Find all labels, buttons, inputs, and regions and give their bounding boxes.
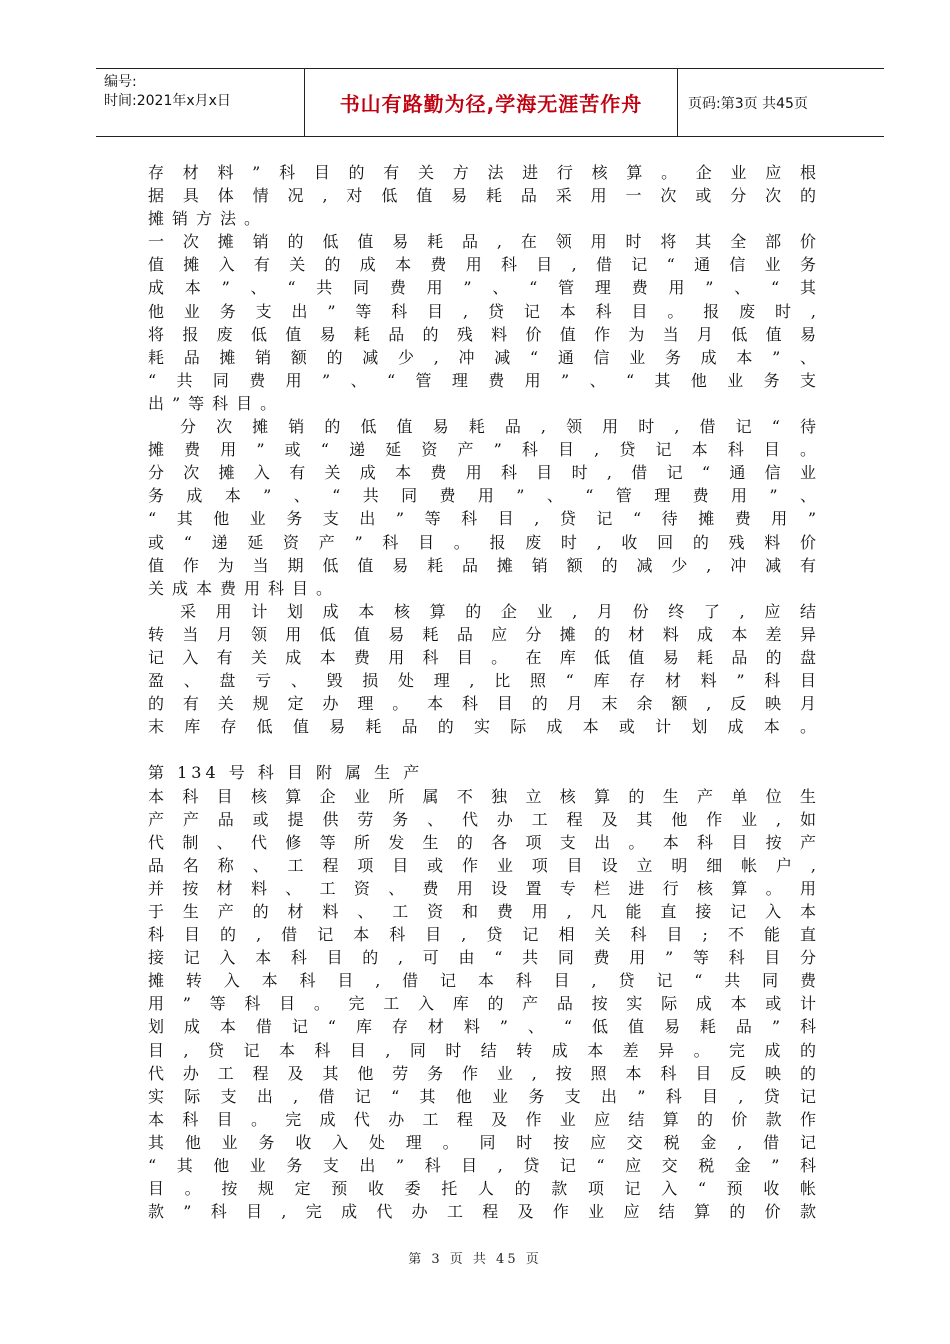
text-line: “共同费用”、“管理费用”、“其他业务支 [148, 370, 816, 390]
header-meta [96, 69, 304, 136]
document-body [148, 161, 816, 1223]
text-line: 目,贷记本科目,同时结转成本差异。完成的 [148, 1040, 816, 1060]
text-line: 一次摊销的低值易耗品,在领用时将其全部价 [148, 232, 816, 252]
text-line: 品名称、工程项目或作业项目设立明细帐户, [148, 855, 816, 875]
text-line: 代制、代修等所发生的各项支出。本科目按产 [148, 832, 816, 852]
header-motto: 书山有路勤为径,学海无涯苦作舟 [304, 69, 678, 136]
text-line: 摊销方法。 [148, 209, 269, 229]
text-line: 目。按规定预收委托人的款项记入“预收帐 [148, 1179, 816, 1199]
blank-line [148, 738, 816, 761]
text-line: 将报废低值易耗品的残料价值作为当月低值易 [148, 324, 816, 344]
text-line: 末库存低值易耗品的实际成本或计划成本。 [148, 717, 816, 737]
header-page-info: 页码:第3页 共45页 [688, 95, 808, 112]
text-line: 采用计划成本核算的企业,月份终了,应结 [180, 601, 816, 621]
text-line: 摊转入本科目,借记本科目,贷记“共同费 [148, 971, 816, 991]
text-line: 成本”、“共同费用”、“管理费用”、“其 [148, 278, 816, 298]
text-line: 记入有关成本费用科目。在库低值易耗品的盘 [148, 647, 816, 667]
text-line: 摊费用”或“递延资产”科目,贷记本科目。 [148, 440, 816, 460]
text-line: 其他业务收入处理。同时按应交税金,借记 [148, 1132, 816, 1152]
number-label: 编号: [104, 74, 137, 90]
text-line: 本科目。完成代办工程及作业应结算的价款作 [148, 1109, 816, 1129]
page-footer: 第 3 页 共 45 页 [408, 1252, 542, 1267]
text-line: 值摊入有关的成本费用科目,借记“通信业务 [148, 255, 816, 275]
text-line: 务成本”、“共同费用”、“管理费用”、 [148, 486, 816, 506]
text-line: 本科目核算企业所属不独立核算的生产单位生 [148, 786, 816, 806]
text-line: 转当月领用低值易耗品应分摊的材料成本差异 [148, 624, 816, 644]
text-line: 关成本费用科目。 [148, 578, 341, 598]
text-line: 值作为当期低值易耗品摊销额的减少,冲减有 [148, 555, 816, 575]
text-line: 款”科目,完成代办工程及作业应结算的价款 [148, 1202, 816, 1222]
text-line: 划成本借记“库存材料”、“低值易耗品”科 [148, 1017, 816, 1037]
text-line: 实际支出,借记“其他业务支出”科目,贷记 [148, 1086, 816, 1106]
text-line: 据具体情况,对低值易耗品采用一次或分次的 [148, 186, 816, 206]
text-line: “其他业务支出”等科目,贷记“待摊费用” [148, 509, 816, 529]
text-line: 耗品摊销额的减少,冲减“通信业务成本”、 [148, 347, 816, 367]
text-line: 用”等科目。完工入库的产品按实际成本或计 [148, 994, 816, 1014]
text-line: “其他业务支出”科目,贷记“应交税金”科 [148, 1156, 816, 1176]
text-line: 他业务支出”等科目,贷记本科目。报废时, [148, 301, 816, 321]
text-line: 分次摊入有关成本费用科目时,借记“通信业 [148, 463, 816, 483]
text-line: 出”等科目。 [148, 393, 285, 413]
text-line: 或“递延资产”科目。报废时,收回的残料价 [148, 532, 816, 552]
text-line: 并按材料、工资、费用设置专栏进行核算。用 [148, 878, 816, 898]
time-label: 时间:2021年x月x日 [104, 93, 231, 109]
text-line: 科目的,借记本科目,贷记相关科目;不能直 [148, 925, 816, 945]
text-line: 盈、盘亏、毁损处理,比照“库存材料”科目 [148, 671, 816, 691]
page-header [96, 68, 884, 137]
text-line: 接记入本科目的,可由“共同费用”等科目分 [148, 948, 816, 968]
text-line: 于生产的材料、工资和费用,凡能直接记入本 [148, 902, 816, 921]
text-line: 产产品或提供劳务、代办工程及其他作业,如 [148, 809, 816, 829]
text-line: 分次摊销的低值易耗品,领用时,借记“待 [180, 417, 816, 437]
text-line: 存材料”科目的有关方法进行核算。企业应根 [148, 163, 816, 182]
text-line: 代办工程及其他劳务作业,按照本科目反映的 [148, 1063, 816, 1083]
section-heading: 第 134 号 科 目 附 属 生 产 [148, 763, 424, 783]
text-line: 的有关规定办理。本科目的月末余额,反映月 [148, 694, 816, 714]
